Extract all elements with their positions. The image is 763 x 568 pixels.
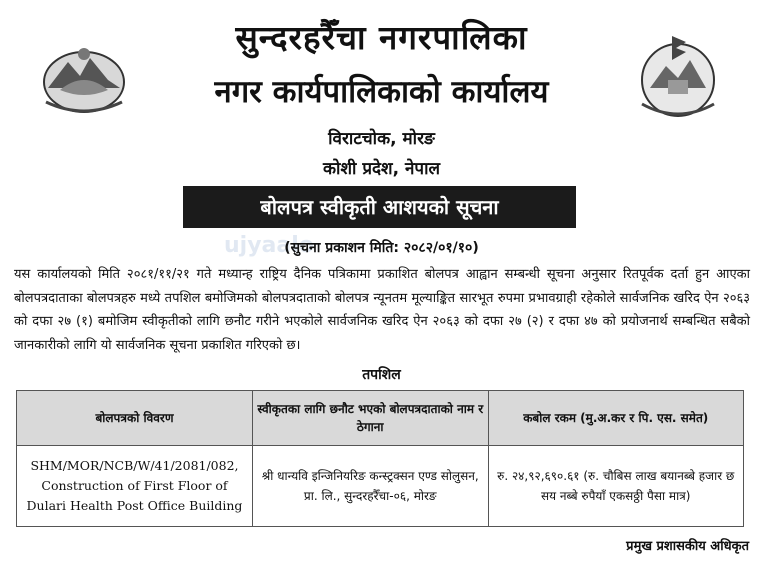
table-heading: तपशिल: [362, 367, 401, 383]
table-row: [17, 446, 744, 527]
notice-title: बोलपत्र स्वीकृती आशयको सूचना: [183, 186, 576, 228]
details-table: [16, 390, 744, 527]
column-header-description: बोलपत्रको विवरण: [17, 391, 253, 446]
notice-body: यस कार्यालयको मिति २०८१/११/२१ गते मध्यान्ह राष्ट्रिय दैनिक पत्रिकामा प्रकाशित बोलपत्र आह्वान सम्बन्धी सूचना अनुसार रितपूर्वक दर्ता हुन आएका बोलपत्रदाताका बोलपत्रहरु मध्ये तपशिल बमोजिमको बोलपत्रदाताको बोलपत्र न्यूनतम मूल्याङ्कित सारभूत रुपमा प्रभावग्राही रहेकोले सार्वजनिक खरिद ऐन २०६३ को दफा २७ (१) बमोजिम स्वीकृतीको लागि छनौट गरीने भएकोले सार्वजनिक खरिद ऐन २०६३ को दफा २७ (२) र दफा ४७ को प्रयोजनार्थ सम्बन्धित सबैको जानकारीको लागि यो सार्वजनिक सूचना प्रकाशित गरिएको छ।: [14, 267, 750, 353]
municipality-name: सुन्दरहरैँचा नगरपालिका: [235, 18, 528, 57]
address-line-1: विराटचोक, मोरङ: [328, 129, 435, 149]
publish-date: (सुचना प्रकाशन मिति: २०८२/०१/१०): [284, 240, 479, 256]
column-header-bidder: स्वीकृतका लागि छनौट भएको बोलपत्रदाताको नाम र ठेगाना: [252, 391, 488, 446]
office-name: नगर कार्यपालिकाको कार्यालय: [214, 74, 549, 110]
table-header-row: [17, 391, 744, 446]
cell-amount: रु. २४,९२,६९०.६१ (रु. चौबिस लाख बयानब्बे हजार छ सय नब्बे रुपैयाँ एकसठ्ठी पैसा मात्र): [488, 446, 744, 527]
address-line-2: कोशी प्रदेश, नेपाल: [323, 159, 440, 179]
column-header-amount: कबोल रकम (मु.अ.कर र पि. एस. समेत): [488, 391, 744, 446]
cell-bidder: श्री धान्यवि इन्जिनियरिङ कन्स्ट्रक्सन एण्ड सोलुसन, प्रा. लि., सुन्दरहरैँचा-०६, मोरङ: [252, 446, 488, 527]
cell-description: SHM/MOR/NCB/W/41/2081/082, Construction of First Floor of Dulari Health Post Office Building: [17, 446, 253, 527]
watermark: ujyaalo: [224, 233, 314, 258]
signatory: प्रमुख प्रशासकीय अधिकृत: [626, 539, 749, 554]
